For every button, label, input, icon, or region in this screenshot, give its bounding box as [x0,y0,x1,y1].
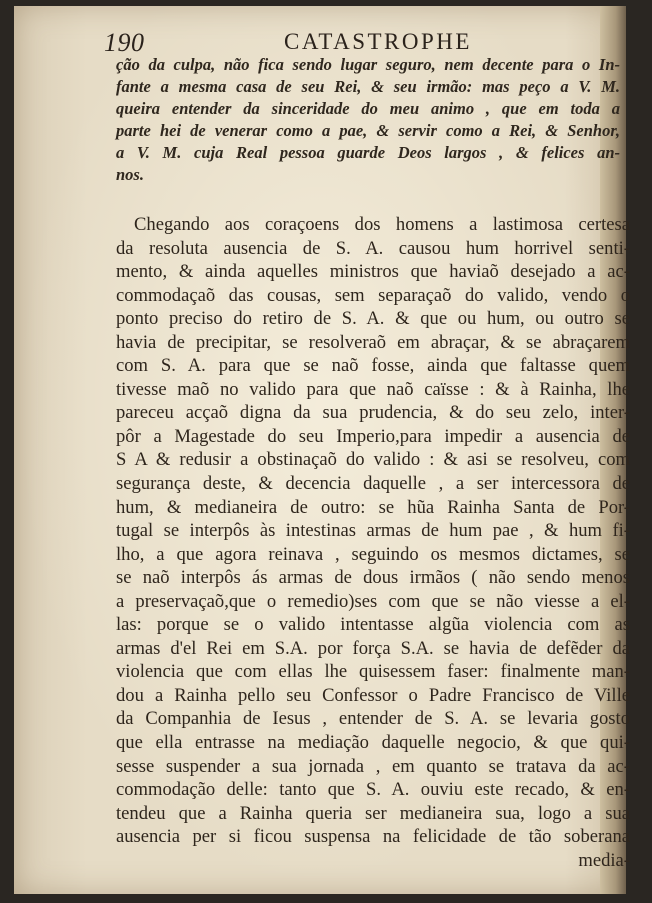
text-line: pareceu acçaõ digna da sua prudencia, & do seu zelo, inter- [116,402,630,424]
text-line: tugal se interpôs às intestinas armas de hum pae , & hum fi- [116,520,630,542]
page-number: 190 [104,28,145,57]
text-line: tivesse maõ no valido para que naõ caïsse : & à Rainha, lhe [116,378,630,400]
text-line: segurança deste, & decencia daquelle , a ser intercessora de [116,473,630,495]
text-line: a preservaçaõ,que o remedio)ses com que se não viesse a el- [116,590,630,612]
text-line: tendeu que a Rainha queria ser medianeira sua, logo a sua [116,802,630,824]
text-line: parte hei de venerar como a pae, & servir como a Rei, & Senhor, [116,121,620,140]
text-line: sesse suspender a sua jornada , em quanto se tratava da ac- [116,755,630,777]
italic-letter-text [116,54,620,186]
text-line: commodação delle: tanto que S. A. ouviu este recado, & en- [116,779,630,801]
text-line: mento, & ainda aquelles ministros que haviaõ desejado a ac- [116,261,630,283]
text-line: nos. [116,165,144,184]
text-line: armas d'el Rei em S.A. por força S.A. se havia de defẽder da [116,637,630,659]
body-paragraph [116,213,630,872]
text-line: hum, & medianeira de outro: se hũa Rainha Santa de Por- [116,496,630,518]
text-line: ponto preciso do retiro de S. A. & que ou hum, ou outro se [116,308,630,330]
text-line: las: porque se o valido intentasse algũa violencia com as [116,614,630,636]
text-line: Chegando aos coraçoens dos homens a lastimosa certesa [134,214,630,235]
text-line: havia de precipitar, se resolveraõ em abraçar, & se abraçarem [116,331,630,353]
text-line: pôr a Magestade do seu Imperio,para impedir a ausencia de [116,425,630,447]
running-title: CATASTROPHE [284,29,472,54]
text-line: fante a mesma casa de seu Rei, & seu irmão: mas peço a V. M. [116,77,620,96]
text-line: se naõ interpôs ás armas de dous irmãos ( não sendo menos [116,567,630,589]
text-line: a V. M. cuja Real pessoa guarde Deos largos , & felices an- [116,143,620,162]
text-line: queira entender da sinceridade do meu animo , que em toda a [116,99,620,118]
text-line: da resoluta ausencia de S. A. causou hum horrivel senti- [116,237,630,259]
text-line: commodaçaõ das cousas, sem separaçaõ do valido, vendo o [116,284,630,306]
text-line: ausencia per si ficou suspensa na felicidade de tão soberana [116,826,630,848]
text-line: da Companhia de Iesus , entender de S. A. se levaria gosto [116,708,630,730]
text-line: com S. A. para que se naõ fosse, ainda que faltasse quem [116,355,630,377]
text-line: violencia que com ellas lhe quisessem faser: finalmente man- [116,661,630,683]
text-line: dou a Rainha pello seu Confessor o Padre Francisco de Ville [116,684,630,706]
text-line: que ella entrasse na mediação daquelle negocio, & que qui- [116,732,630,754]
text-line: lho, a que agora reinava , seguindo os mesmos dictames, se [116,543,630,565]
text-line: ção da culpa, não fica sendo lugar seguro, nem decente para o In- [116,55,620,74]
catchword: media- [578,849,630,871]
text-line: S A & redusir a obstinaçaõ do valido : & asi se resolveu, com [116,449,630,471]
